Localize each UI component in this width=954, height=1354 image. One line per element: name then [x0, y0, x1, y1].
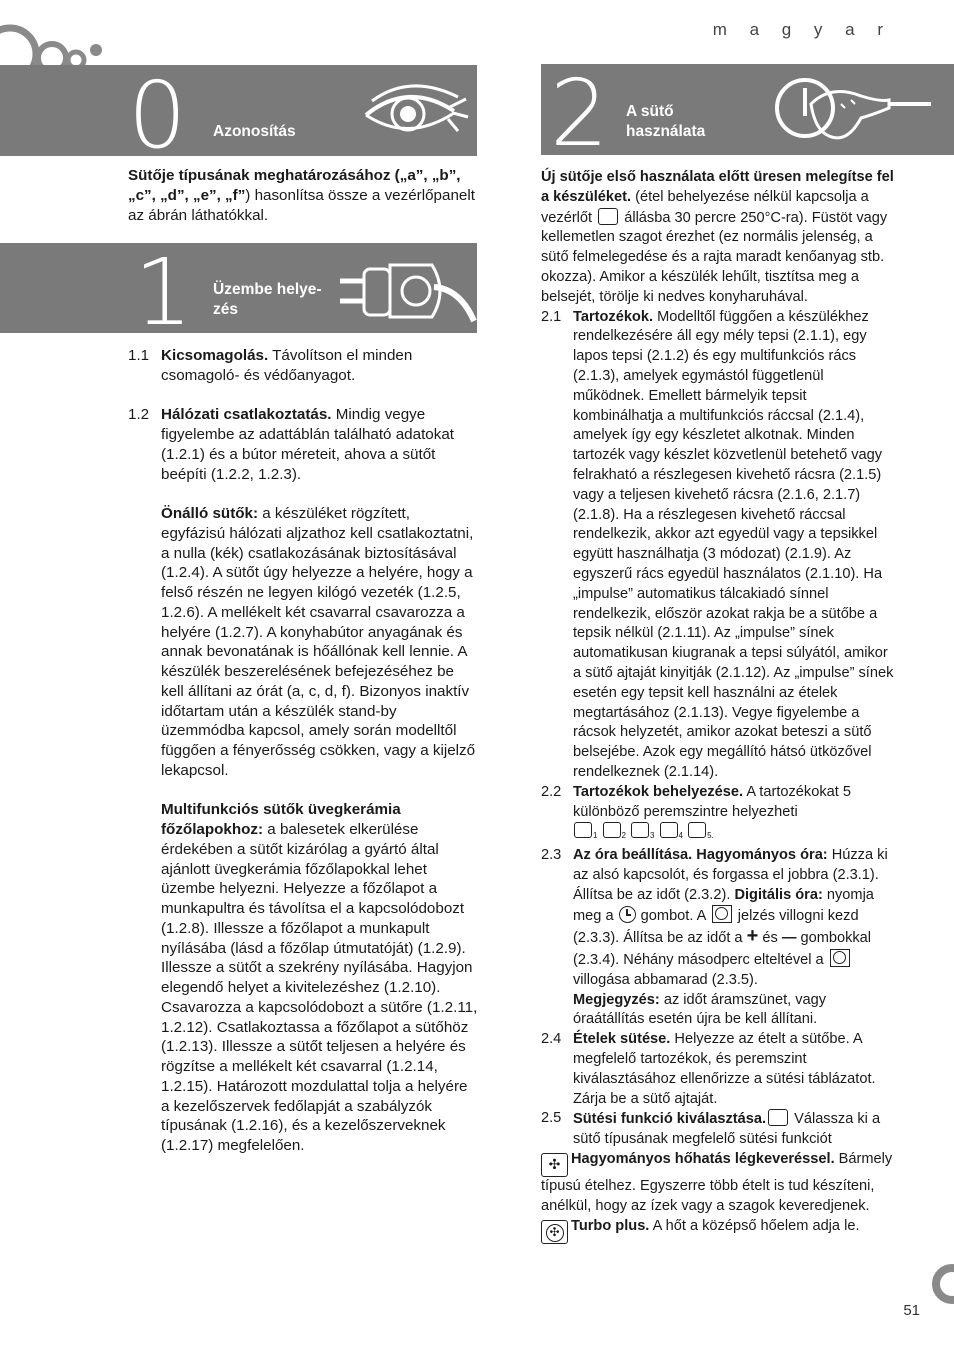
function-selector-icon: [768, 1109, 788, 1126]
shelf-level-5-label: 5: [707, 831, 712, 841]
item-2-1-title: Tartozékok.: [573, 308, 654, 325]
item-2-3: [541, 846, 898, 1030]
oven-mode-icon: [598, 208, 618, 225]
intro-text: ) hasonlítsa össze a vezérlőpanelt az ábrán láthatókkal.: [128, 186, 475, 224]
item-2-5-text: Válassza ki a sütő típusának megfelelő sütési funkciót: [573, 1111, 881, 1148]
first-use-text-a: (étel behelyezése nélkül kapcsolja a vezérlőt: [541, 188, 869, 226]
section-1-banner: [0, 243, 477, 333]
clock-indicator-icon: [712, 905, 732, 923]
ring-decoration-icon: [920, 1262, 954, 1306]
function-convection: [541, 1150, 898, 1217]
item-2-1-number: 2.1: [541, 308, 562, 325]
note-text: az időt áramszünet, vagy óraátállítás esetén újra be kell állítani.: [573, 991, 827, 1028]
item-1-2-title: Hálózati csatlakoztatás.: [161, 406, 332, 424]
section-1-title-line1: Üzembe helye-: [213, 281, 322, 298]
clock-button-icon: [619, 906, 636, 923]
section-2-banner: [541, 64, 954, 155]
shelf-level-4-icon: [660, 822, 678, 838]
item-2-3-text-e: és: [758, 930, 782, 947]
multifunction-text: a balesetek elkerülése érdekében a sütőt kizárólag a gyártó által ajánlott üvegkerámia főzőlapokkal lehet üzembe helyezni. Helyezze a főzőlapot a munkapultra és távolítsa el a kapcsolódobozt (1.2.8). Illessze a főzőlapot a munkapult nyílásába (lásd a főzőlap útmutatóját) (1.2.9). Illessze a sütőt a szekrény nyílásába. Hagyjon elegendő helyet a kivitelezéshez (1.2.10). Csavarozza a kapcsolódobozt a sütőre (1.2.11, 1.2.12). Csatlakoztassa a főzőlapot a sütőhöz (1.2.13). Illessze a sütőt teljesen a helyére és rögzítse a mellékelt két csavarral (1.2.14, 1.2.15). Határozott mozdulattal tolja a helyére a kezelőszervek fedőlapját a szabályzók típusának (1.2.16), és a kezelőszerveknek (1.2.17) megfelelően.: [161, 821, 478, 1154]
clock-indicator-icon-2: [830, 949, 850, 967]
function-convection-text: Bármely típusú ételhez. Egyszerre több ételt is tud készíteni, anélkül, hogy az ízek vagy a szagok keveredjenek.: [541, 1151, 893, 1214]
item-2-2: [541, 783, 898, 846]
item-2-3-title: Az óra beállítása. Hagyományos óra:: [573, 847, 828, 864]
item-1-2-text: Mindig vegye figyelembe az adattáblán található adatokat (1.2.1) és a bútor méreteit, ahova a sütőt beépíti (1.2.2, 1.2.3).: [161, 406, 454, 483]
multifunction-title: Multifunkciós sütők üvegkerámia főzőlapokhoz:: [161, 801, 401, 838]
fan-heat-icon: ✣: [541, 1153, 568, 1177]
plug-icon: [336, 259, 477, 331]
shelf-level-2-label: 2: [621, 831, 626, 841]
function-turbo: [541, 1217, 898, 1244]
item-2-5-number: 2.5: [541, 1110, 562, 1127]
section-0-title: Azonosítás: [213, 123, 296, 140]
shelf-level-1-icon: [574, 822, 592, 838]
item-2-3-text-d: jelzés villogni kezd (2.3.3). Állítsa be az időt a: [573, 908, 859, 947]
page-number: 51: [903, 1302, 920, 1319]
function-convection-title: Hagyományos hőhatás légkeveréssel.: [571, 1151, 835, 1168]
item-2-2-title: Tartozékok behelyezése.: [573, 783, 744, 800]
function-turbo-text: A hőt a középső hőelem adja le.: [649, 1217, 860, 1234]
item-1-1-title: Kicsomagolás.: [161, 347, 269, 364]
first-use-text-b: állásba 30 percre 250°C-ra). Füstöt vagy kellemetlen szagot érezhet (ez normális jelenség, a sütő felmelegedése és a rajta maradt kenőanyag stb. okozza). Amikor a készülék lehűlt, tisztítsa meg a belsejét, törölje ki nedves konyharuhával.: [541, 209, 888, 305]
language-label: m a g y a r: [712, 20, 892, 39]
shelf-level-1-label: 1: [593, 831, 598, 841]
section-0-banner: [0, 65, 477, 156]
item-2-3-text-f: gombokkal (2.3.4). Néhány másodperc elteltével a: [573, 930, 872, 969]
item-1-1-number: 1.1: [128, 347, 150, 364]
minus-icon: —: [781, 930, 797, 947]
item-1-2: [128, 405, 478, 1156]
item-2-3-text-c: gombot. A: [636, 908, 710, 925]
turbo-fan-icon: ✣: [541, 1220, 568, 1244]
item-2-5: [541, 1109, 898, 1150]
standalone-text: a készüléket rögzített, egyfázisú hálózati aljzathoz kell csatlakoztatni, a nulla (kék) csatlakozásának biztosításával (1.2.4). A sütőt úgy helyezze a helyére, hogy a felső részén ne legyen kilógó vezeték (1.2.5, 1.2.6). A mellékelt két csavarral csavarozza a helyére (1.2.7). A konyhabútor anyagának és annak bevonatának is hőállónak kell lennie. A készülék beszerelésének befejezéséhez be kell állítani az órát (a, c, d, f). Bizonyos inaktív időtartam után a készülék stand-by üzemmódba kapcsol, amely során modelltől függően a fényerősség csökken, vagy a kijelző lekapcsol.: [161, 505, 476, 779]
section-1-title-line2: zés: [213, 301, 238, 318]
item-2-3-number: 2.3: [541, 847, 562, 864]
shelf-levels-end: .: [711, 831, 714, 841]
section-2-title-line2: használata: [626, 123, 706, 140]
item-2-1: [541, 308, 898, 783]
section-2-title: [626, 102, 705, 142]
section-1-number: 1: [134, 243, 193, 333]
item-2-4-number: 2.4: [541, 1031, 562, 1048]
item-2-2-number: 2.2: [541, 783, 562, 800]
function-turbo-title: Turbo plus.: [571, 1217, 650, 1234]
left-column: [128, 346, 478, 1156]
intro-bold: Sütője típusának meghatározásához (: [128, 167, 400, 184]
shelf-level-2-icon: [603, 822, 621, 838]
item-2-1-text: Modelltől függően a készülékhez rendelkezésére áll egy mély tepsi (2.1.1), egy lapos tepsi (2.1.2) és egy multifunkciós rács (2.1.3), amelyek egymástól függetlenül működnek. Emellett bármelyik tepsit kombinálhatja a multifunkciós ráccsal (2.1.4), amelyek így egy készletet alkotnak. Minden tartozék vagy készlet közvetlenül betehető vagy felrakható a részlegesen kivehető rácsra (2.1.5) vagy a teljesen kivehető rácsra (2.1.6, 2.1.7) (2.1.8). Ha a részlegesen kivehető ráccsal rendelkezik, akkor azt egyedül vagy a tepsikkel együtt használhatja (3 módozat) (2.1.9). Az egyszerű rács egyedül használatos (2.1.10). Ha „impulse” automatikus tálcakiadó sínnel rendelkezik, először azokat rakja be a sütőbe a tepsik nélkül (2.1.11). Az „impulse” sínek automatikusan kiugranak a tepsi súlyától, amikor a sütő ajtaját kinyitják (2.1.12). Az „impulse” sínek esetén egy tepsit kell használni az ételek megtartásához (2.1.13). Vegye figyelembe a rácsok helyzetét, amikor azokat beteszi a sütő belsejébe. Azok egy megállító hátsó ütközővel rendelkeznek (2.1.14).: [573, 308, 894, 780]
item-1-1-text: Távolítson el minden csomagoló- és védőanyagot.: [161, 347, 413, 384]
item-2-2-text: A tartozékokat 5 különböző peremszintre helyezheti: [573, 783, 851, 820]
first-use-bold: Új sütője első használata előtt üresen melegítse fel a készüléket.: [541, 169, 894, 205]
digital-clock-title: Digitális óra:: [734, 886, 823, 903]
note-title: Megjegyzés:: [573, 991, 660, 1008]
item-2-5-title: Sütési funkció kiválasztása.: [573, 1111, 767, 1128]
section-2-title-line1: A sütő: [626, 103, 674, 120]
section-2-number: 2: [550, 64, 609, 155]
shelf-level-3-icon: [631, 822, 649, 838]
item-2-3-text-b: nyomja meg a: [573, 886, 874, 925]
item-2-4-title: Ételek sütése.: [573, 1031, 671, 1048]
eye-icon: [358, 77, 470, 147]
shelf-level-3-label: 3: [650, 831, 655, 841]
left-intro: [128, 166, 478, 225]
shelf-level-4-label: 4: [678, 831, 683, 841]
power-button-finger-icon: [771, 74, 954, 152]
section-1-title: [213, 280, 322, 320]
item-2-3-text-a: Húzza ki az alsó kapcsolót, és forgassa el jobbra (2.3.1). Állítsa be az időt (2.3.2).: [573, 847, 888, 903]
item-2-3-text-g: villogása abbamarad (2.3.5).: [573, 971, 758, 988]
standalone-title: Önálló sütők:: [161, 505, 259, 522]
item-1-2-number: 1.2: [128, 406, 150, 424]
item-2-4: [541, 1030, 898, 1109]
section-0-number: 0: [128, 65, 187, 156]
item-1-1: [128, 346, 478, 386]
shelf-level-5-icon: [688, 822, 706, 838]
intro-bold-letters: „a”, „b”, „c”, „d”, „e”, „f”: [128, 167, 461, 204]
plus-icon: +: [746, 925, 759, 948]
right-column: [541, 168, 898, 1244]
item-2-4-text: Helyezze az ételt a sütőbe. A megfelelő tartozékok, és peremszint kiválasztásához ellenőrizze a sütési táblázatot. Zárja be a sütő ajtaját.: [573, 1031, 876, 1107]
